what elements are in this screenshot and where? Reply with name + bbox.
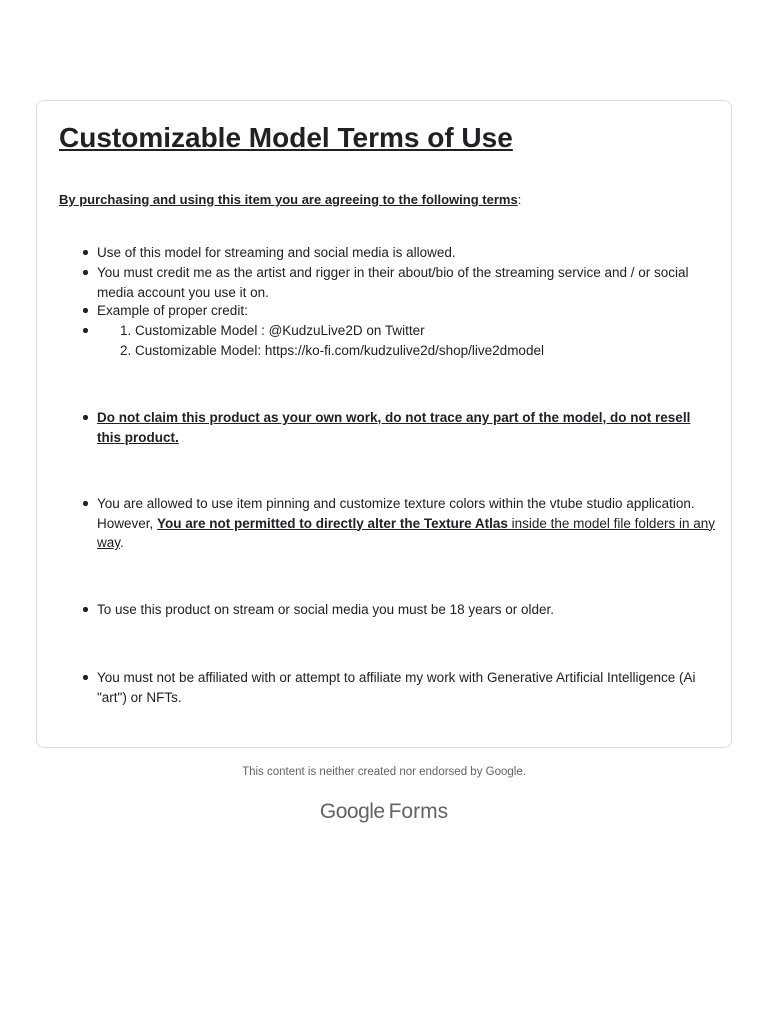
intro-bold-text: By purchasing and using this item you are agreeing to the following terms bbox=[59, 192, 518, 207]
term-texture-underline: inside the model file folders in any way bbox=[97, 515, 715, 550]
term-age: To use this product on stream or social media you must be 18 years or older. bbox=[97, 600, 717, 620]
google-logo-text: Google bbox=[319, 800, 385, 823]
term-no-resell-text: Do not claim this product as your own work, do not trace any part of the model, do not resell this product. bbox=[97, 410, 691, 445]
term-credit: You must credit me as the artist and rigger in their about/bio of the streaming service and / or social media account you use it on. bbox=[97, 263, 717, 302]
term-streaming: Use of this model for streaming and social media is allowed. bbox=[97, 243, 717, 263]
term-texture-bold: You are not permitted to directly alter the Texture Atlas bbox=[157, 515, 508, 531]
intro-tail: : bbox=[517, 192, 522, 207]
credit-example-kofi: 2. Customizable Model: https://ko-fi.com/kudzulive2d/shop/live2dmodel bbox=[120, 343, 544, 358]
form-title: Customizable Model Terms of Use bbox=[59, 122, 513, 153]
term-texture-plain: You are allowed to use item pinning and customize texture colors within the vtube studio application. However, bbox=[97, 496, 695, 531]
term-credit-example: Example of proper credit: bbox=[97, 301, 717, 321]
form-intro bbox=[59, 191, 521, 209]
term-texture bbox=[97, 494, 717, 553]
google-disclaimer: This content is neither created nor endorsed by Google. bbox=[242, 766, 526, 778]
google-forms-logo[interactable] bbox=[0, 798, 768, 826]
term-no-resell bbox=[97, 408, 717, 447]
credit-example-twitter: 1. Customizable Model : @KudzuLive2D on Twitter bbox=[120, 323, 425, 338]
forms-logo-text: Forms bbox=[388, 800, 449, 823]
term-texture-end: . bbox=[120, 535, 124, 550]
term-no-ai: You must not be affiliated with or attempt to affiliate my work with Generative Artificial Intelligence (Ai "art") or NFTs. bbox=[97, 668, 717, 707]
